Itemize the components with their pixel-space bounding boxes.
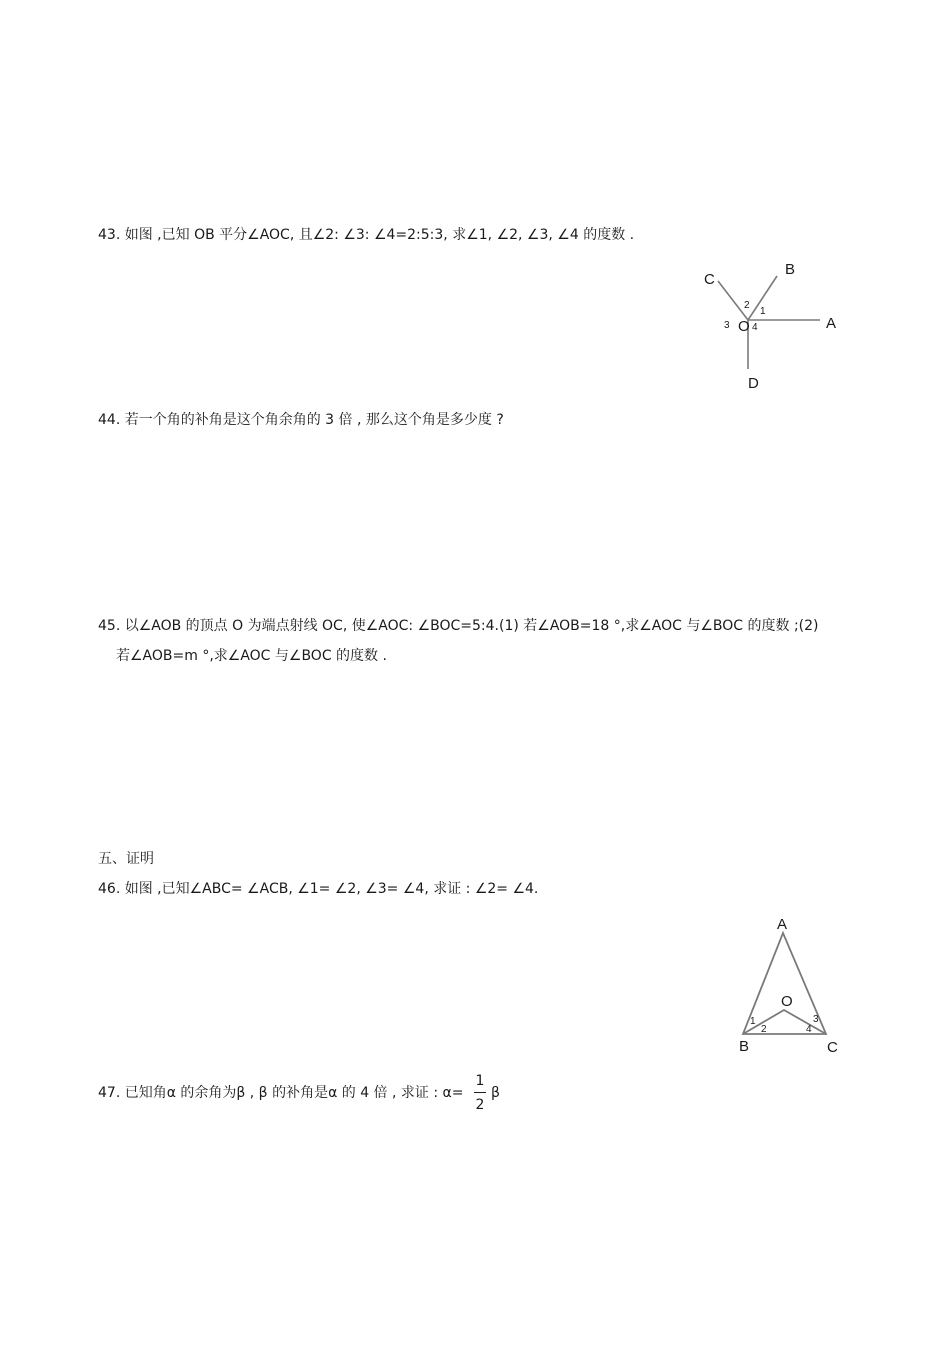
q47-tail: β: [491, 1085, 500, 1101]
fraction-bar: [474, 1092, 486, 1093]
angle-1-label: 1: [750, 1016, 756, 1027]
label-b: B: [785, 261, 796, 278]
label-c: C: [704, 271, 715, 288]
angle-4-label: 4: [806, 1024, 812, 1035]
q45-line2: 若∠AOB=m °,求∠AOC 与∠BOC 的度数 .: [116, 648, 387, 664]
section-title: 五、证明: [98, 851, 154, 867]
label-d: D: [748, 375, 759, 392]
label-o: O: [781, 993, 793, 1010]
q46-figure: [730, 910, 850, 1060]
label-b: B: [739, 1038, 750, 1055]
q43-figure: [690, 255, 850, 395]
angle-2-label: 2: [761, 1024, 767, 1035]
q47-text: 47. 已知角α 的余角为β , β 的补角是α 的 4 倍 , 求证 : α=: [98, 1085, 464, 1101]
angle-3-label: 3: [724, 320, 730, 331]
label-o: O: [738, 318, 750, 335]
q44-text: 44. 若一个角的补角是这个角余角的 3 倍 , 那么这个角是多少度 ?: [98, 412, 504, 428]
label-a: A: [777, 916, 788, 933]
angle-2-label: 2: [744, 300, 750, 311]
angle-3-label: 3: [813, 1014, 819, 1025]
angle-4-label: 4: [752, 322, 758, 333]
label-a: A: [826, 315, 837, 332]
q43-text: 43. 如图 ,已知 OB 平分∠AOC, 且∠2: ∠3: ∠4=2:5:3, 求∠1, ∠2, ∠3, ∠4 的度数 .: [98, 227, 635, 243]
q46-text: 46. 如图 ,已知∠ABC= ∠ACB, ∠1= ∠2, ∠3= ∠4, 求证 : ∠2= ∠4.: [98, 881, 539, 897]
q45-line1: 45. 以∠AOB 的顶点 O 为端点射线 OC, 使∠AOC: ∠BOC=5:4.(1) 若∠AOB=18 °,求∠AOC 与∠BOC 的度数 ;(2): [98, 618, 819, 634]
angle-1-label: 1: [760, 306, 766, 317]
fraction-denominator: 2: [475, 1097, 485, 1113]
fraction-numerator: 1: [475, 1073, 485, 1089]
label-c: C: [827, 1039, 838, 1056]
